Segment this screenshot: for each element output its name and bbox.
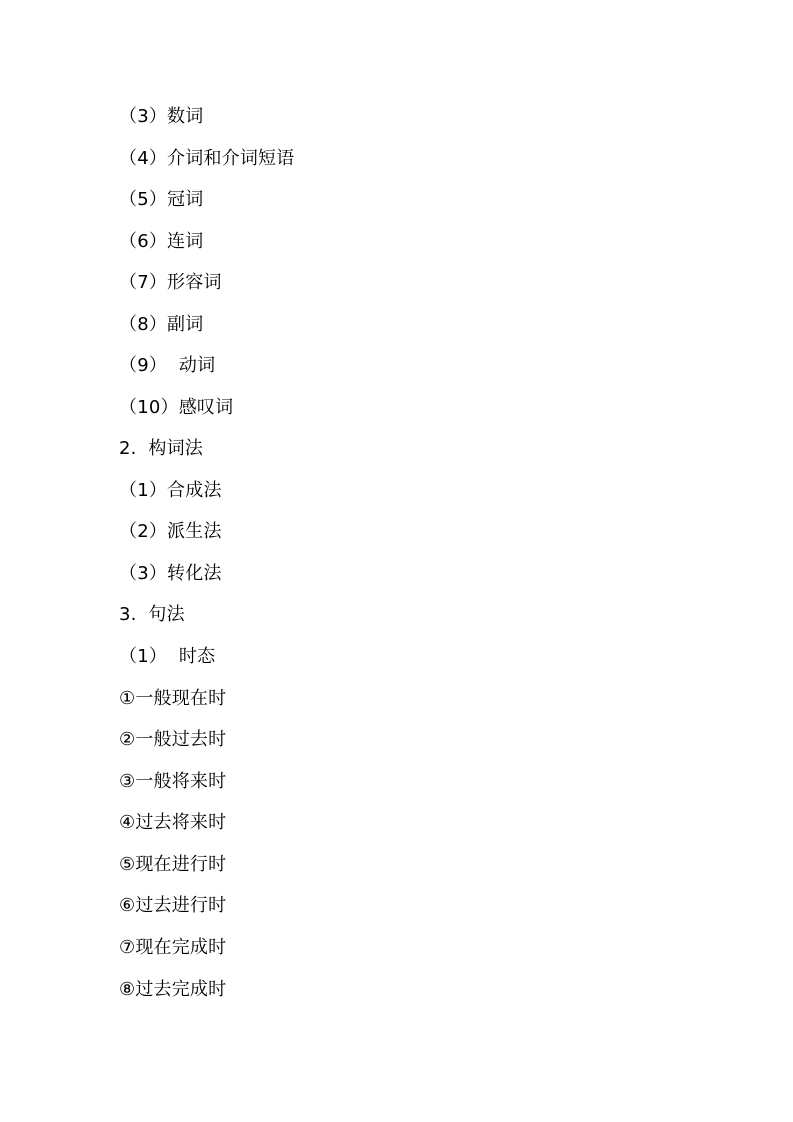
list-item-present-perfect: ⑦现在完成时 — [119, 937, 227, 958]
list-item-past-continuous: ⑥过去进行时 — [119, 895, 227, 916]
list-item-tense: （1） 时态 — [119, 646, 216, 667]
list-item-simple-present: ①一般现在时 — [119, 688, 227, 709]
list-item-preposition: （4）介词和介词短语 — [119, 148, 295, 169]
list-item-interjection: （10）感叹词 — [119, 397, 234, 418]
section-heading-word-formation: 2. 构词法 — [119, 438, 204, 459]
list-item-compounding: （1）合成法 — [119, 480, 222, 501]
section-heading-syntax: 3. 句法 — [119, 604, 185, 625]
list-item-article: （5）冠词 — [119, 189, 204, 210]
list-item-conjunction: （6）连词 — [119, 231, 204, 252]
list-item-adverb: （8）副词 — [119, 314, 204, 335]
list-item-adjective: （7）形容词 — [119, 272, 222, 293]
list-item-past-perfect: ⑧过去完成时 — [119, 979, 227, 1000]
list-item-present-continuous: ⑤现在进行时 — [119, 854, 227, 875]
list-item-numeral: （3）数词 — [119, 106, 204, 127]
list-item-conversion: （3）转化法 — [119, 563, 222, 584]
list-item-simple-past: ②一般过去时 — [119, 729, 227, 750]
list-item-derivation: （2）派生法 — [119, 521, 222, 542]
list-item-future-in-past: ④过去将来时 — [119, 812, 227, 833]
list-item-simple-future: ③一般将来时 — [119, 771, 227, 792]
list-item-verb: （9） 动词 — [119, 355, 216, 376]
